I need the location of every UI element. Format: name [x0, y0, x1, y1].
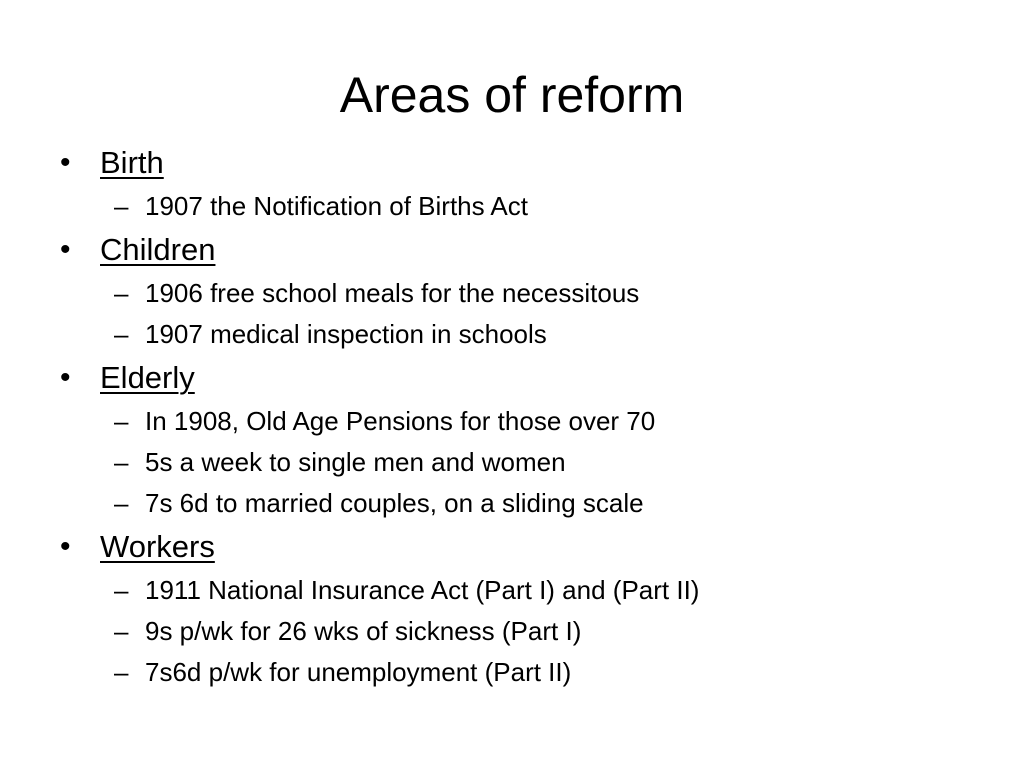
- bullet-icon: •: [60, 361, 71, 394]
- slide-title: Areas of reform: [339, 67, 685, 123]
- bullet-icon: •: [60, 530, 71, 563]
- section-heading: Children: [100, 232, 216, 267]
- sub-item: [58, 611, 978, 652]
- dash-icon: –: [114, 319, 129, 349]
- section-heading: Workers: [100, 529, 215, 564]
- sub-item-text: 5s a week to single men and women: [145, 447, 566, 477]
- sub-item-text: 1907 the Notification of Births Act: [145, 191, 528, 221]
- section-heading: Birth: [100, 145, 164, 180]
- sub-item-text: 1907 medical inspection in schools: [145, 319, 547, 349]
- dash-icon: –: [114, 575, 129, 605]
- bullet-item: [58, 524, 978, 570]
- section-birth: [58, 140, 978, 227]
- bullet-item: [58, 140, 978, 186]
- section-workers: [58, 524, 978, 693]
- dash-icon: –: [114, 657, 129, 687]
- dash-icon: –: [114, 616, 129, 646]
- section-children: [58, 227, 978, 355]
- sub-item: [58, 273, 978, 314]
- bullet-item: [58, 227, 978, 273]
- bullet-icon: •: [60, 146, 71, 179]
- sub-item-text: 7s6d p/wk for unemployment (Part II): [145, 657, 572, 687]
- bullet-item: [58, 355, 978, 401]
- sub-item: [58, 652, 978, 693]
- sub-item-text: 9s p/wk for 26 wks of sickness (Part I): [145, 616, 582, 646]
- dash-icon: –: [114, 488, 129, 518]
- sub-item: [58, 186, 978, 227]
- dash-icon: –: [114, 191, 129, 221]
- sub-item-text: 1911 National Insurance Act (Part I) and (Part II): [145, 575, 700, 605]
- sub-item: [58, 570, 978, 611]
- dash-icon: –: [114, 447, 129, 477]
- section-heading: Elderly: [100, 360, 195, 395]
- sub-item: [58, 314, 978, 355]
- bullet-icon: •: [60, 233, 71, 266]
- bullet-list: [58, 140, 978, 693]
- sub-item: [58, 442, 978, 483]
- section-elderly: [58, 355, 978, 524]
- sub-item: [58, 401, 978, 442]
- sub-item-text: 1906 free school meals for the necessitous: [145, 278, 640, 308]
- dash-icon: –: [114, 278, 129, 308]
- sub-item-text: 7s 6d to married couples, on a sliding scale: [145, 488, 644, 518]
- sub-item: [58, 483, 978, 524]
- sub-item-text: In 1908, Old Age Pensions for those over 70: [145, 406, 656, 436]
- dash-icon: –: [114, 406, 129, 436]
